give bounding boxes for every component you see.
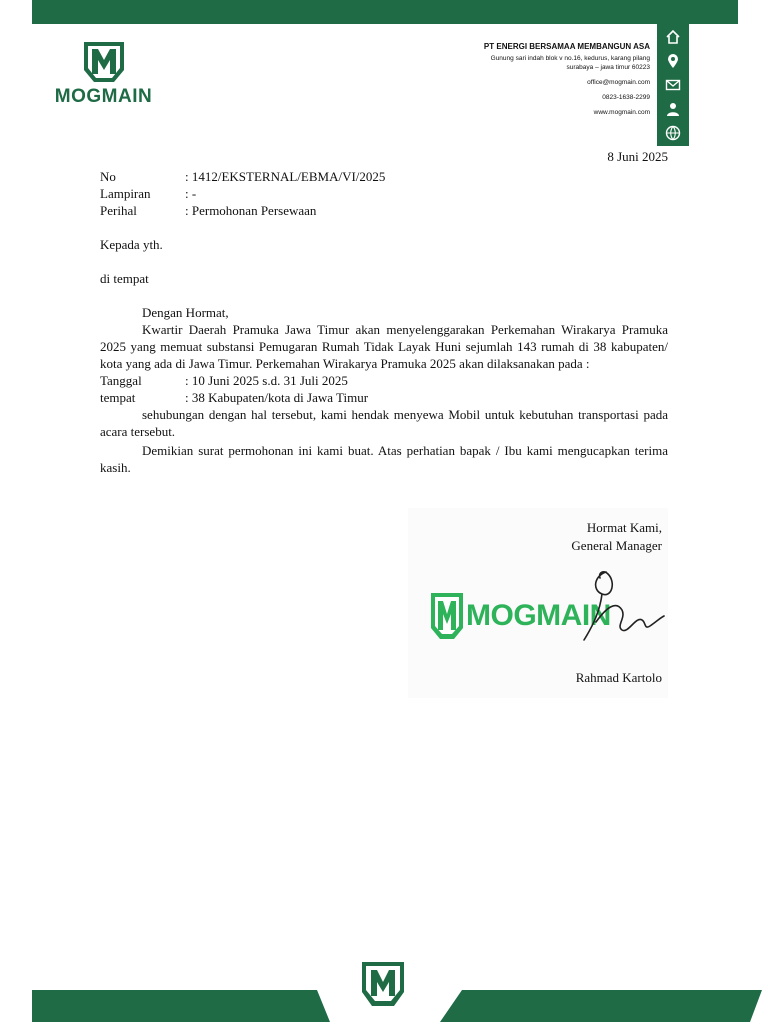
letter-number-value: : 1412/EKSTERNAL/EBMA/VI/2025 xyxy=(185,169,386,184)
event-date-label: Tanggal xyxy=(100,373,142,388)
company-email[interactable]: office@mogmain.com xyxy=(587,79,650,86)
letter-body xyxy=(100,168,668,476)
event-place-label: tempat xyxy=(100,390,136,405)
mail-icon xyxy=(657,74,689,96)
signer-position: General Manager xyxy=(571,538,662,553)
signature-block xyxy=(408,508,668,698)
handwritten-signature xyxy=(576,560,668,650)
stamp-logo-icon xyxy=(430,592,464,640)
event-place-row xyxy=(100,389,668,406)
location-pin-icon xyxy=(657,50,689,72)
letter-number-row xyxy=(100,168,668,185)
company-website[interactable]: www.mogmain.com xyxy=(593,109,650,116)
subject-row xyxy=(100,202,668,219)
event-date-row xyxy=(100,372,668,389)
footer-logo-icon xyxy=(360,960,406,1013)
company-logo xyxy=(46,40,161,108)
contact-icon-strip xyxy=(657,24,689,146)
signature-heading xyxy=(571,519,662,555)
recipient-line: Kepada yth. xyxy=(100,237,163,252)
footer-bar-right xyxy=(440,990,762,1022)
header-bar xyxy=(32,0,738,24)
subject-label: Perihal xyxy=(100,203,137,218)
company-address-line1: Gunung sari indah blok v no.16, kedurus, karang pilang xyxy=(490,55,650,62)
company-phone: 0823-1638-2299 xyxy=(602,94,650,101)
person-icon xyxy=(657,98,689,120)
company-address-line2: surabaya – jawa timur 60223 xyxy=(566,64,650,71)
attachment-row xyxy=(100,185,668,202)
stamp-wordmark: MOGMAIN xyxy=(466,599,611,632)
closing-salutation: Hormat Kami, xyxy=(586,520,662,535)
event-place-value: : 38 Kabupaten/kota di Jawa Timur xyxy=(185,390,369,405)
footer-bar-left xyxy=(32,990,330,1022)
event-date-value: : 10 Juni 2025 s.d. 31 Juli 2025 xyxy=(185,373,348,388)
logo-wordmark: MOGMAIN xyxy=(54,86,153,107)
home-icon xyxy=(657,26,689,48)
greeting: Dengan Hormat, xyxy=(142,305,229,320)
logo-mark-icon xyxy=(82,40,126,84)
subject-value: : Permohonan Persewaan xyxy=(185,203,317,218)
globe-icon xyxy=(657,122,689,144)
company-info xyxy=(484,42,650,117)
recipient-place: di tempat xyxy=(100,271,149,286)
paragraph-closing: Demikian surat permohonan ini kami buat. Atas perhatian bapak / Ibu kami mengucapkan terima kasih. xyxy=(100,443,668,475)
letter-number-label: No xyxy=(100,169,116,184)
company-name: PT ENERGI BERSAMAA MEMBANGUN ASA xyxy=(483,42,650,51)
attachment-label: Lampiran xyxy=(100,186,151,201)
attachment-value: : - xyxy=(185,186,197,201)
letter-date: 8 Juni 2025 xyxy=(607,149,668,164)
paragraph-main: Kwartir Daerah Pramuka Jawa Timur akan menyelenggarakan Perkemahan Wirakarya Pramuka 2025 yang memuat substansi Pemugaran Rumah Tidak Layak Huni sejumlah 143 rumah di 38 kabupaten/ kota yang ada di Jawa Timur. Perkemahan Wirakarya Pramuka 2025 akan dilaksanakan pada : xyxy=(100,322,668,371)
paragraph-request: sehubungan dengan hal tersebut, kami hendak menyewa Mobil untuk kebutuhan transportasi pada acara tersebut. xyxy=(100,407,668,439)
signer-name: Rahmad Kartolo xyxy=(575,670,662,685)
